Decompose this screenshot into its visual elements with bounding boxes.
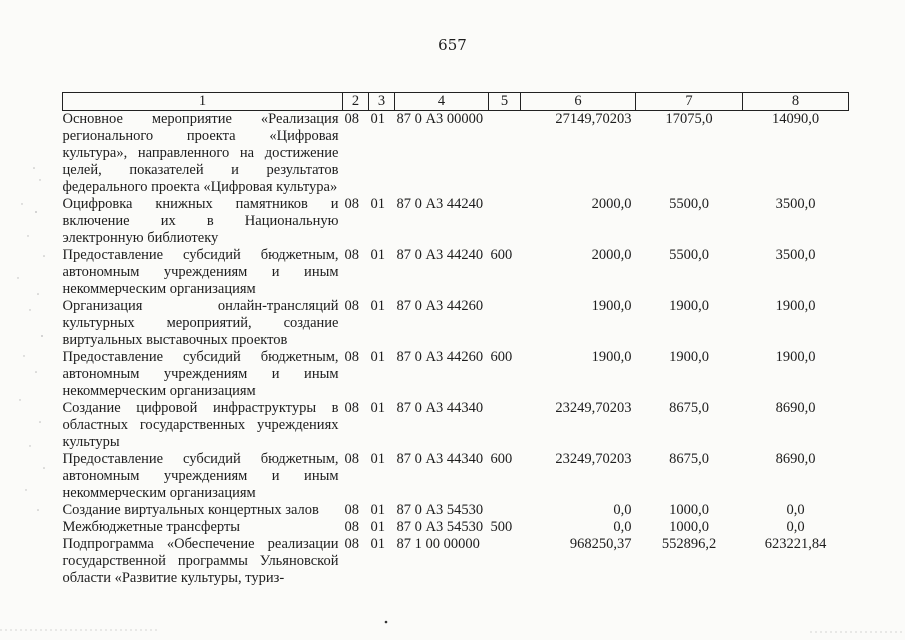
- table-row: [63, 502, 849, 519]
- amount-col-8: 8690,0: [775, 451, 816, 467]
- column-header: 6: [521, 93, 636, 111]
- target-article-code: 87 0 А3 44340: [396, 451, 484, 467]
- section-code: 08: [344, 400, 359, 416]
- amount-col-8: 623221,84: [764, 536, 827, 552]
- table-row: [63, 349, 849, 400]
- column-header: 3: [369, 93, 395, 111]
- table-row: [63, 111, 849, 197]
- section-code: 08: [344, 349, 359, 365]
- amount-col-7: 1000,0: [669, 519, 709, 535]
- section-code: 08: [344, 536, 359, 552]
- table-row: [63, 298, 849, 349]
- expense-type-code: 500: [490, 519, 513, 535]
- table-row: [63, 519, 849, 536]
- column-header: 7: [636, 93, 743, 111]
- row-name: Основное мероприятие «Реализация регионального проекта «Цифровая культура», направленного на достижение целей, показателей и результатов федерального проекта «Цифровая культура»: [62, 111, 339, 195]
- amount-col-6: 2000,0: [591, 247, 632, 263]
- expense-type-code: 600: [490, 349, 513, 365]
- table-row: [63, 247, 849, 298]
- amount-col-6: 1900,0: [591, 298, 632, 314]
- amount-col-7: 8675,0: [669, 451, 709, 467]
- amount-col-7: 5500,0: [669, 247, 709, 263]
- amount-col-8: 3500,0: [775, 196, 816, 212]
- amount-col-8: 1900,0: [775, 298, 816, 314]
- amount-col-6: 0,0: [613, 519, 632, 535]
- column-header: 8: [743, 93, 849, 111]
- expense-type-code: [489, 196, 521, 247]
- expense-type-code: [489, 400, 521, 451]
- target-article-code: 87 0 А3 44260: [396, 349, 484, 365]
- amount-col-6: 23249,70203: [555, 400, 632, 416]
- subsection-code: 01: [370, 451, 385, 467]
- row-name: Межбюджетные трансферты: [62, 519, 241, 535]
- section-code: 08: [344, 451, 359, 467]
- row-name: Подпрограмма «Обеспечение реализации государственной программы Ульяновской области «Развитие культуры, туриз-: [62, 536, 339, 586]
- subsection-code: 01: [370, 400, 385, 416]
- scan-noise-bottom: [0, 618, 905, 640]
- page-number: 657: [438, 36, 467, 54]
- amount-col-6: 1900,0: [591, 349, 632, 365]
- amount-col-6: 2000,0: [591, 196, 632, 212]
- section-code: 08: [344, 298, 359, 314]
- amount-col-6: 23249,70203: [555, 451, 632, 467]
- amount-col-6: 968250,37: [569, 536, 632, 552]
- table-row: [63, 451, 849, 502]
- subsection-code: 01: [370, 196, 385, 212]
- target-article-code: 87 0 А3 00000: [396, 111, 484, 127]
- row-name: Организация онлайн-трансляций культурных мероприятий, создание виртуальных выставочных проектов: [62, 298, 339, 348]
- table-row: [63, 196, 849, 247]
- amount-col-8: 1900,0: [775, 349, 816, 365]
- subsection-code: 01: [370, 536, 385, 552]
- subsection-code: 01: [370, 519, 385, 535]
- target-article-code: 87 0 А3 44340: [396, 400, 484, 416]
- row-name: Оцифровка книжных памятников и включение их в Национальную электронную библиотеку: [62, 196, 339, 246]
- expense-type-code: 600: [490, 247, 513, 263]
- target-article-code: 87 1 00 00000: [396, 536, 480, 552]
- amount-col-8: 0,0: [786, 519, 805, 535]
- subsection-code: 01: [370, 298, 385, 314]
- subsection-code: 01: [370, 349, 385, 365]
- section-code: 08: [344, 519, 359, 535]
- amount-col-7: 1900,0: [669, 349, 709, 365]
- amount-col-7: 5500,0: [669, 196, 709, 212]
- column-header: 1: [63, 93, 343, 111]
- target-article-code: 87 0 А3 44240: [396, 196, 484, 212]
- row-name: Предоставление субсидий бюджетным, автономным учреждениям и иным некоммерческим организациям: [62, 349, 339, 399]
- target-article-code: 87 0 А3 44240: [396, 247, 484, 263]
- amount-col-8: 14090,0: [771, 111, 820, 127]
- scan-noise-left: [0, 160, 60, 520]
- expense-type-code: [489, 111, 521, 197]
- budget-table: [62, 92, 849, 587]
- amount-col-7: 17075,0: [665, 111, 713, 127]
- expense-type-code: [489, 298, 521, 349]
- section-code: 08: [344, 196, 359, 212]
- amount-col-8: 3500,0: [775, 247, 816, 263]
- row-name: Предоставление субсидий бюджетным, автономным учреждениям и иным некоммерческим организациям: [62, 451, 339, 501]
- amount-col-7: 8675,0: [669, 400, 709, 416]
- section-code: 08: [344, 502, 359, 518]
- target-article-code: 87 0 А3 54530: [396, 519, 484, 535]
- subsection-code: 01: [370, 111, 385, 127]
- row-name: Создание цифровой инфраструктуры в областных государственных учреждениях культуры: [62, 400, 339, 450]
- amount-col-8: 0,0: [786, 502, 805, 518]
- table-row: [63, 400, 849, 451]
- amount-col-8: 8690,0: [775, 400, 816, 416]
- column-header: 2: [343, 93, 369, 111]
- target-article-code: 87 0 А3 44260: [396, 298, 484, 314]
- column-header: 4: [395, 93, 489, 111]
- row-name: Создание виртуальных концертных залов: [62, 502, 319, 518]
- table-row: [63, 536, 849, 587]
- amount-col-6: 0,0: [613, 502, 632, 518]
- section-code: 08: [344, 247, 359, 263]
- expense-type-code: [489, 536, 521, 587]
- row-name: Предоставление субсидий бюджетным, автономным учреждениям и иным некоммерческим организациям: [62, 247, 339, 297]
- amount-col-7: 552896,2: [661, 536, 717, 552]
- amount-col-7: 1900,0: [669, 298, 709, 314]
- section-code: 08: [344, 111, 359, 127]
- amount-col-7: 1000,0: [669, 502, 709, 518]
- subsection-code: 01: [370, 502, 385, 518]
- amount-col-6: 27149,70203: [555, 111, 632, 127]
- expense-type-code: [489, 502, 521, 519]
- subsection-code: 01: [370, 247, 385, 263]
- column-number-row: [63, 93, 849, 111]
- expense-type-code: 600: [490, 451, 513, 467]
- target-article-code: 87 0 А3 54530: [396, 502, 484, 518]
- column-header: 5: [489, 93, 521, 111]
